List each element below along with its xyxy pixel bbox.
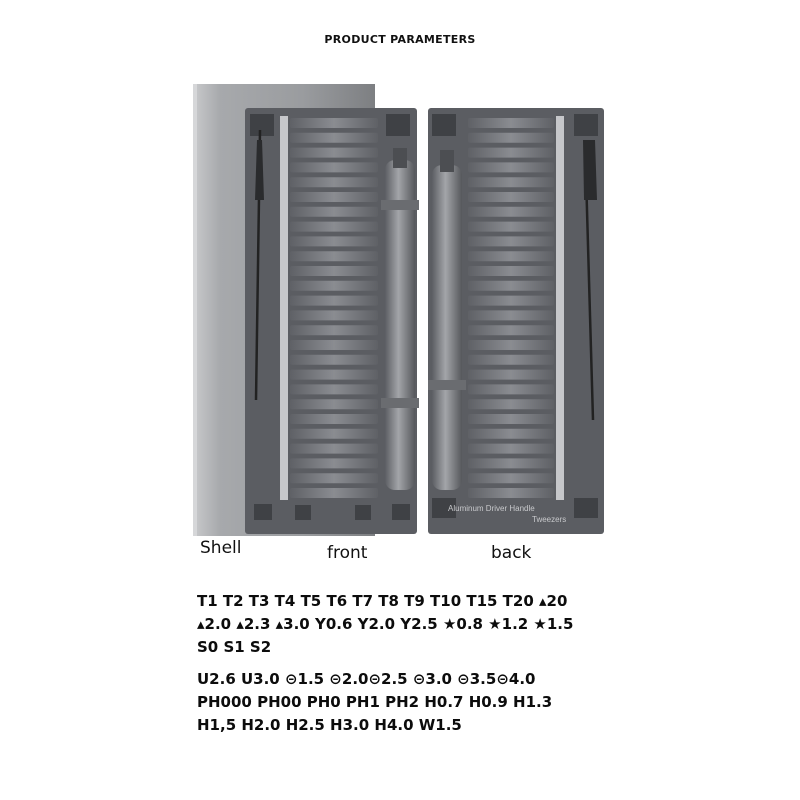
screwdriver-bit <box>468 266 554 276</box>
screwdriver-bit <box>468 148 554 158</box>
screwdriver-bit <box>290 399 378 409</box>
screwdriver-bit <box>290 458 378 468</box>
screwdriver-bit <box>290 133 378 143</box>
screwdriver-bit <box>468 222 554 232</box>
case-label-tweezers: Tweezers <box>532 515 567 524</box>
screwdriver-bit <box>468 310 554 320</box>
screwdriver-bit <box>468 399 554 409</box>
screwdriver-bit <box>290 236 378 246</box>
spec-line: S0 S1 S2 <box>197 638 272 656</box>
screwdriver-bit <box>290 355 378 365</box>
screwdriver-bit <box>290 148 378 158</box>
screwdriver-bit <box>468 473 554 483</box>
screwdriver-bit <box>468 458 554 468</box>
caption-front: front <box>327 543 368 563</box>
screwdriver-bit <box>468 370 554 380</box>
screwdriver-bit <box>290 207 378 217</box>
screwdriver-bit <box>468 340 554 350</box>
screwdriver-bit <box>468 236 554 246</box>
screwdriver-bit <box>468 207 554 217</box>
screwdriver-bit <box>290 296 378 306</box>
screwdriver-bit <box>290 488 378 498</box>
case-label-driver: Aluminum Driver Handle <box>448 504 535 513</box>
screwdriver-bit <box>290 162 378 172</box>
screwdriver-bit <box>468 281 554 291</box>
spec-list-2 <box>197 668 552 737</box>
screwdriver-bit <box>468 444 554 454</box>
screwdriver-bit <box>468 488 554 498</box>
screwdriver-bit <box>290 444 378 454</box>
screwdriver-bit <box>290 414 378 424</box>
screwdriver-bit <box>468 325 554 335</box>
screwdriver-bit <box>468 355 554 365</box>
screwdriver-bit <box>290 370 378 380</box>
screwdriver-bit <box>468 177 554 187</box>
spec-line: PH000 PH00 PH0 PH1 PH2 H0.7 H0.9 H1.3 <box>197 693 553 711</box>
screwdriver-bit <box>468 251 554 261</box>
screwdriver-bit <box>290 384 378 394</box>
screwdriver-bit <box>290 325 378 335</box>
screwdriver-bit <box>290 310 378 320</box>
front-tray <box>245 108 419 534</box>
spec-list-1 <box>197 590 573 659</box>
screwdriver-bit <box>468 296 554 306</box>
screwdriver-bit <box>290 266 378 276</box>
back-tray <box>428 108 604 534</box>
screwdriver-bit <box>290 429 378 439</box>
caption-back: back <box>491 543 532 563</box>
screwdriver-bit <box>468 429 554 439</box>
screwdriver-bit <box>468 414 554 424</box>
page-title: PRODUCT PARAMETERS <box>324 33 476 46</box>
screwdriver-bit <box>290 251 378 261</box>
spec-line: H1,5 H2.0 H2.5 H3.0 H4.0 W1.5 <box>197 716 462 734</box>
screwdriver-bit <box>290 177 378 187</box>
screwdriver-bit <box>290 192 378 202</box>
caption-shell: Shell <box>200 538 242 558</box>
screwdriver-bit <box>468 133 554 143</box>
screwdriver-bit <box>468 192 554 202</box>
screwdriver-bit <box>468 162 554 172</box>
screwdriver-bit <box>290 222 378 232</box>
screwdriver-bit <box>468 384 554 394</box>
spec-line: T1 T2 T3 T4 T5 T6 T7 T8 T9 T10 T15 T20 ▴20 <box>197 592 568 610</box>
screwdriver-bit <box>290 473 378 483</box>
screwdriver-bit <box>290 340 378 350</box>
screwdriver-bit <box>468 118 554 128</box>
screwdriver-bit <box>290 118 378 128</box>
spec-line: U2.6 U3.0 ⊝1.5 ⊝2.0⊝2.5 ⊝3.0 ⊝3.5⊝4.0 <box>197 670 536 688</box>
screwdriver-bit <box>290 281 378 291</box>
spec-line: ▴2.0 ▴2.3 ▴3.0 Y0.6 Y2.0 Y2.5 ★0.8 ★1.2 ★1.5 <box>197 615 574 633</box>
